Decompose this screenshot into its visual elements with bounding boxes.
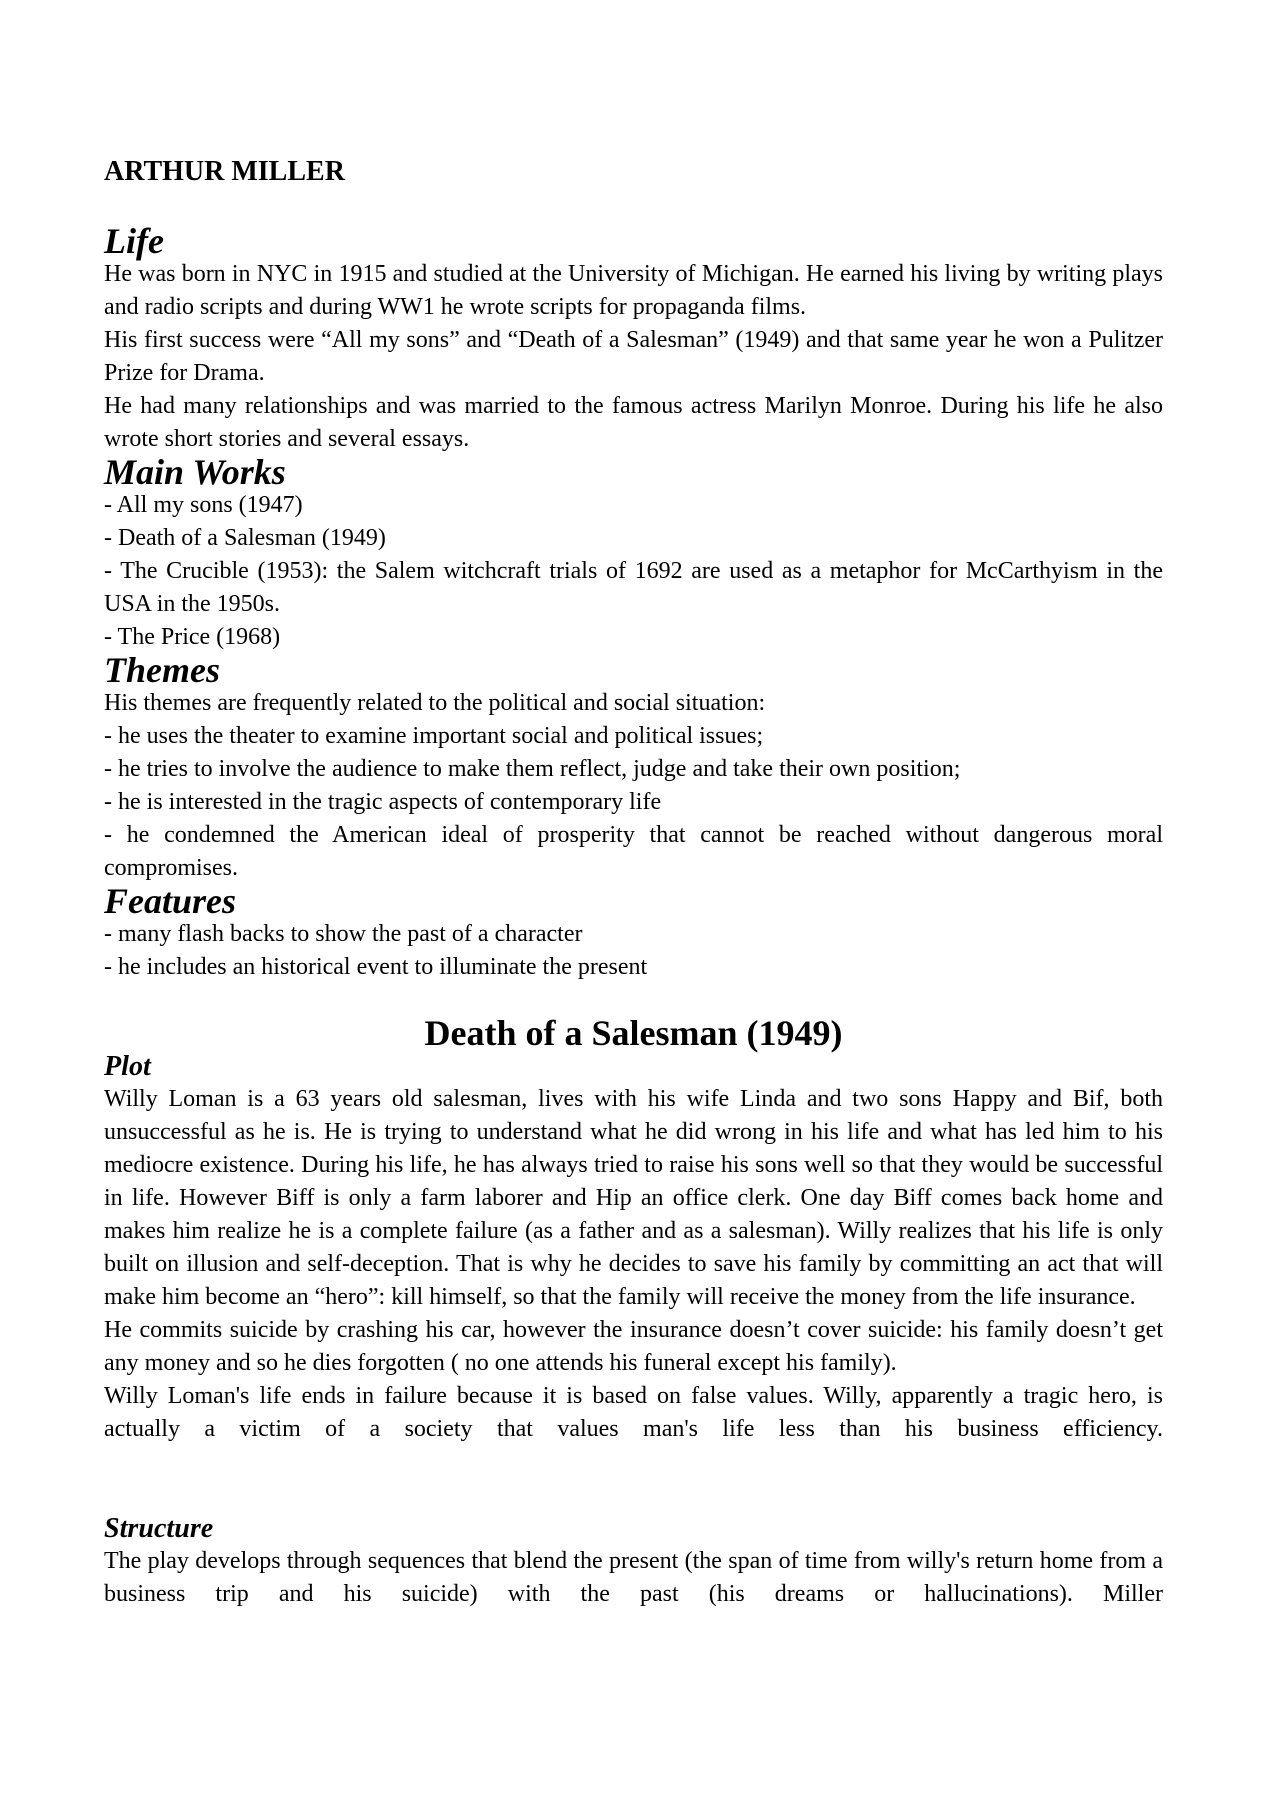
plot-paragraph: Willy Loman's life ends in failure because it is based on false values. Willy, apparently a tragic hero, is actually a victim of a society that values man's life less than his business efficiency.: [104, 1383, 1163, 1442]
section-heading-life: Life: [104, 221, 164, 261]
document-title: ARTHUR MILLER: [104, 156, 345, 187]
section-heading-features: Features: [104, 881, 237, 921]
plot-paragraph: Willy Loman is a 63 years old salesman, lives with his wife Linda and two sons Happy and Bif, both unsuccessful as he is. He is trying to understand what he did wrong in his life and what has led him to his mediocre existence. During his life, he has always tried to raise his sons well so that they would be successful in life. However Biff is only a farm laborer and Hip an office clerk. One day Biff comes back home and makes him realize he is a complete failure (as a father and as a salesman). Willy realizes that his life is only built on illusion and self-deception. That is why he decides to save his family by committing an act that will make him become an “hero”: kill himself, so that the family will receive the money from the life insurance.: [104, 1086, 1163, 1310]
theme-list-item: - he uses the theater to examine important social and political issues;: [104, 723, 764, 749]
theme-list-item: - he is interested in the tragic aspects of contemporary life: [104, 789, 662, 815]
structure-paragraph: The play develops through sequences that blend the present (the span of time from willy's return home from a business trip and his suicide) with the past (his dreams or hallucinations). Miller: [104, 1548, 1163, 1607]
feature-list-item: - he includes an historical event to illuminate the present: [104, 954, 648, 980]
spacer: [104, 1479, 1163, 1512]
section-heading-structure: Structure: [104, 1513, 214, 1544]
work-list-item: - All my sons (1947): [104, 492, 303, 518]
work-list-item: - The Price (1968): [104, 624, 281, 650]
life-paragraph: He was born in NYC in 1915 and studied at the University of Michigan. He earned his living by writing plays and radio scripts and during WW1 he wrote scripts for propaganda films.: [104, 261, 1163, 320]
plot-paragraph: He commits suicide by crashing his car, however the insurance doesn’t cover suicide: his family doesn’t get any money and so he dies forgotten ( no one attends his funeral except his family).: [104, 1317, 1163, 1376]
section-heading-plot: Plot: [104, 1051, 151, 1082]
theme-list-item: - he condemned the American ideal of prosperity that cannot be reached without dangerous moral compromises.: [104, 822, 1163, 881]
life-paragraph: His first success were “All my sons” and “Death of a Salesman” (1949) and that same year he won a Pulitzer Prize for Drama.: [104, 327, 1163, 386]
themes-intro: His themes are frequently related to the political and social situation:: [104, 690, 766, 716]
spacer: [104, 192, 1163, 225]
section-heading-themes: Themes: [104, 650, 220, 690]
work-list-item: - Death of a Salesman (1949): [104, 525, 386, 551]
life-paragraph: He had many relationships and was married to the famous actress Marilyn Monroe. During his life he also wrote short stories and several essays.: [104, 393, 1163, 452]
work-title-heading: Death of a Salesman (1949): [424, 1013, 843, 1053]
feature-list-item: - many flash backs to show the past of a character: [104, 921, 583, 947]
theme-list-item: - he tries to involve the audience to make them reflect, judge and take their own position;: [104, 756, 961, 782]
spacer: [104, 1446, 1163, 1479]
section-heading-main-works: Main Works: [104, 452, 286, 492]
work-list-item: - The Crucible (1953): the Salem witchcraft trials of 1692 are used as a metaphor for McCarthyism in the USA in the 1950s.: [104, 558, 1163, 617]
